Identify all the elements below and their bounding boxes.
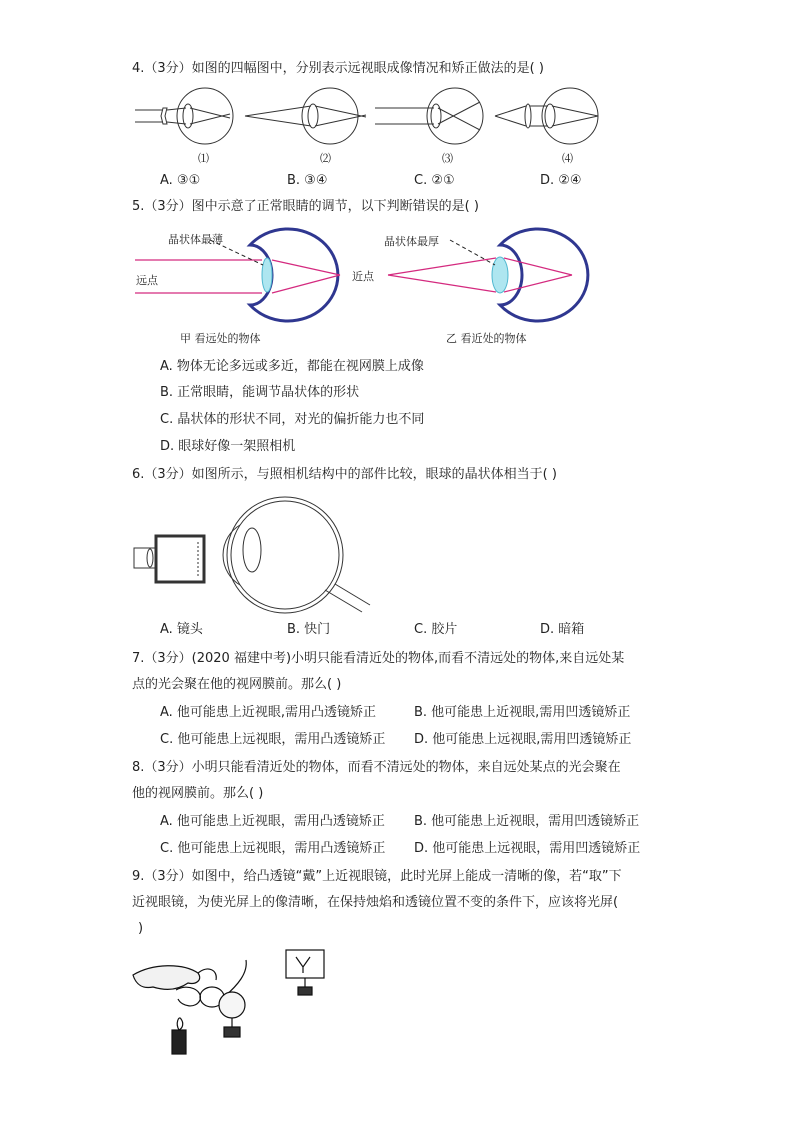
q5-option-d[interactable]: D. 眼球好像一架照相机 (160, 439, 296, 454)
lens-drawing (219, 992, 245, 1018)
caption-left: 甲 看远处的物体 (180, 332, 261, 345)
q8-option-a[interactable]: A. 他可能患上近视眼，需用凸透镜矫正 (160, 814, 385, 829)
eye-diagram-3 (375, 88, 483, 144)
q6-figure (130, 490, 380, 615)
q7-option-a[interactable]: A. 他可能患上近视眼,需用凸透镜矫正 (160, 705, 377, 720)
q4-option-d[interactable]: D. ②④ (540, 173, 582, 188)
q6-option-b[interactable]: B. 快门 (287, 622, 331, 637)
eyeball-diagram (223, 497, 370, 613)
q7-option-d[interactable]: D. 他可能患上远视眼,需用凹透镜矫正 (414, 732, 632, 747)
q6-option-d[interactable]: D. 暗箱 (540, 622, 585, 637)
caption-right: 乙 看近处的物体 (446, 332, 527, 345)
q9-figure (128, 945, 338, 1060)
q5-option-a[interactable]: A. 物体无论多远或多近，都能在视网膜上成像 (160, 359, 424, 374)
camera-diagram (134, 536, 204, 582)
q7-stem-line2: 点的光会聚在他的视网膜前。那么( ) (132, 677, 342, 692)
q8-stem-line2: 他的视网膜前。那么( ) (132, 786, 264, 801)
hand-drawing (133, 966, 200, 990)
q6-option-c[interactable]: C. 胶片 (414, 622, 458, 637)
glasses-drawing (176, 987, 200, 1006)
q4-stem: 4.（3分）如图的四幅图中，分别表示远视眼成像情况和矫正做法的是( ) (132, 61, 544, 76)
eye-diagram-1 (135, 88, 233, 144)
q9-stem-line3: ) (138, 921, 144, 936)
thin-lens-label: 晶状体最薄 (168, 233, 223, 246)
q9-stem-line2: 近视眼镜，为使光屏上的像清晰，在保持烛焰和透镜位置不变的条件下，应该将光屏( (132, 895, 619, 910)
q8-option-b[interactable]: B. 他可能患上近视眼，需用凹透镜矫正 (414, 814, 640, 829)
far-point-label: 远点 (136, 274, 158, 287)
eye-diagram-4 (495, 88, 598, 144)
q4-option-c[interactable]: C. ②① (414, 173, 455, 188)
q7-stem-line1: 7.（3分）(2020 福建中考)小明只能看清近处的物体,而看不清远处的物体,来自远处某 (132, 651, 625, 666)
q8-option-c[interactable]: C. 他可能患上远视眼，需用凸透镜矫正 (160, 841, 386, 856)
eye-diagram-2 (245, 88, 366, 144)
q4-option-b[interactable]: B. ③④ (287, 173, 328, 188)
q5-option-c[interactable]: C. 晶状体的形状不同，对光的偏折能力也不同 (160, 412, 425, 427)
q4-option-a[interactable]: A. ③① (160, 173, 201, 188)
fig-label-4: ⑷ (562, 152, 573, 165)
q8-stem-line1: 8.（3分）小明只能看清近处的物体，而看不清远处的物体，来自远处某点的光会聚在 (132, 760, 621, 775)
q7-option-c[interactable]: C. 他可能患上远视眼，需用凸透镜矫正 (160, 732, 386, 747)
candle-drawing (172, 1030, 186, 1054)
q9-stem-line1: 9.（3分）如图中，给凸透镜“戴”上近视眼镜，此时光屏上能成一清晰的像，若“取”下 (132, 869, 622, 884)
fig-label-2: ⑵ (320, 152, 331, 165)
eye-far-diagram (135, 229, 340, 321)
near-point-label: 近点 (352, 270, 374, 283)
q6-stem: 6.（3分）如图所示，与照相机结构中的部件比较，眼球的晶状体相当于( ) (132, 467, 557, 482)
q8-option-d[interactable]: D. 他可能患上远视眼，需用凹透镜矫正 (414, 841, 641, 856)
q5-stem: 5.（3分）图中示意了正常眼睛的调节，以下判断错误的是( ) (132, 199, 479, 214)
q5-option-b[interactable]: B. 正常眼睛，能调节晶状体的形状 (160, 385, 360, 400)
fig-label-3: ⑶ (442, 152, 453, 165)
thick-lens-label: 晶状体最厚 (384, 235, 439, 248)
fig-label-1: ⑴ (198, 152, 209, 165)
q7-option-b[interactable]: B. 他可能患上近视眼,需用凹透镜矫正 (414, 705, 631, 720)
q6-option-a[interactable]: A. 镜头 (160, 622, 203, 637)
